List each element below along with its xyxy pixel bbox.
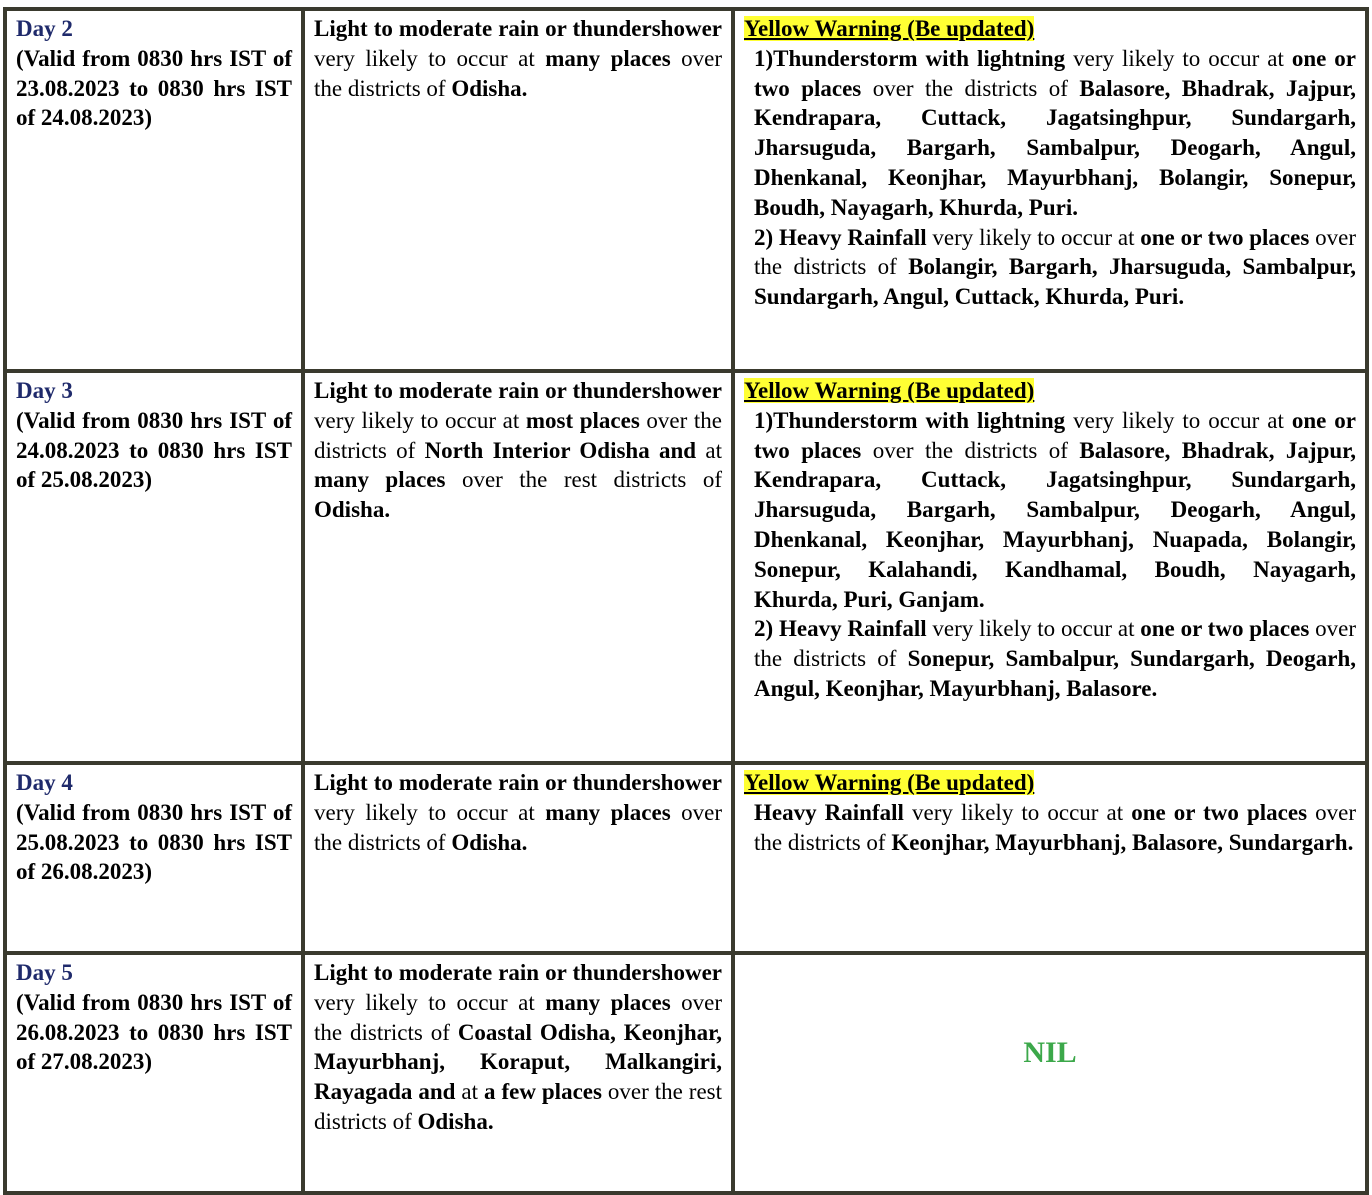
warning-heading: Yellow Warning (Be updated): [744, 770, 1035, 795]
day-label: Day 5: [16, 960, 73, 985]
bold-text-run: most places: [525, 407, 640, 433]
warning-item: [744, 798, 1356, 858]
validity-period: (Valid from 0830 hrs IST of 23.08.2023 to 0830 hrs IST of 24.08.2023): [16, 45, 292, 131]
warning-cell: [733, 371, 1367, 763]
warning-item: [744, 406, 1356, 615]
bold-text-run: many places: [545, 45, 671, 71]
bold-text-run: one or two places: [1140, 616, 1310, 642]
day-cell: [5, 953, 303, 1193]
text-run: over the rest districts of: [314, 1079, 722, 1134]
text-run: over the rest districts of: [445, 467, 723, 493]
forecast-text: [303, 371, 733, 763]
bold-text-run: 1)Thunderstorm with lightning: [754, 407, 1066, 433]
text-run: over the districts of: [861, 75, 1080, 101]
day-label: Day 2: [16, 16, 73, 41]
bold-text-run: Odisha.: [451, 829, 528, 855]
text-run: very likely to occur at: [926, 224, 1141, 250]
text-run: very likely to occur at: [903, 799, 1132, 825]
validity-period: (Valid from 0830 hrs IST of 25.08.2023 to 0830 hrs IST of 26.08.2023): [16, 799, 292, 885]
bold-text-run: Heavy Rainfall: [754, 799, 904, 825]
text-run: over the districts of: [314, 407, 723, 463]
bold-text-run: Light to moderate rain or thundershower: [314, 378, 722, 403]
district-forecast-table: [3, 7, 1369, 1195]
day-label: Day 3: [16, 378, 73, 403]
bold-text-run: many places: [314, 467, 446, 493]
bold-text-run: one or two places: [754, 45, 1357, 101]
warning-item: [744, 44, 1356, 223]
bold-text-run: North Interior Odisha and: [424, 437, 697, 463]
bold-text-run: 1)Thunderstorm with lightning: [754, 45, 1066, 71]
text-run: very likely to occur at: [314, 407, 526, 433]
warning-cell: [733, 763, 1367, 953]
bold-text-run: Balasore, Bhadrak, Jajpur, Kendrapara, Cuttack, Jagatsinghpur, Sundargarh, Jharsuguda, Bargarh, Sambalpur, Deogarh, Angul, Dhenkanal, Keonjhar, Mayurbhanj, Bolangir, Sonepur, Boudh, Nayagarh, Khurda, Puri.: [754, 75, 1356, 220]
bold-text-run: Bolangir, Bargarh, Jharsuguda, Sambalpur, Sundargarh, Angul, Cuttack, Khurda, Puri.: [754, 254, 1357, 310]
table-row: [5, 371, 1367, 763]
text-run: over the districts of: [314, 799, 723, 855]
bold-text-run: Light to moderate rain or thundershower: [314, 770, 722, 795]
bold-text-run: Sonepur, Sambalpur, Sundargarh, Deogarh, Angul, Keonjhar, Mayurbhanj, Balasore.: [754, 646, 1357, 701]
bold-text-run: Light to moderate rain or thundershower: [314, 16, 722, 41]
text-run: very likely to occur at: [926, 616, 1141, 642]
nil-warning: NIL: [1023, 1036, 1077, 1070]
warning-item: [744, 614, 1356, 703]
bold-text-run: Balasore, Bhadrak, Jajpur, Kendrapara, Cuttack, Jagatsinghpur, Sundargarh, Jharsuguda, Bargarh, Sambalpur, Deogarh, Angul, Dhenkanal, Keonjhar, Mayurbhanj, Nuapada, Bolangir, Sonepur, Kalahandi, Kandhamal, Boudh, Nayagarh, Khurda, Puri, Ganjam.: [754, 437, 1356, 612]
table-row: [5, 763, 1367, 953]
bold-text-run: Light to moderate rain or thundershower: [314, 960, 722, 985]
bold-text-run: many places: [545, 989, 671, 1015]
day-label: Day 4: [16, 770, 73, 795]
text-run: very likely to occur at: [314, 799, 546, 825]
bold-text-run: many places: [545, 799, 671, 825]
bold-text-run: one or two places: [754, 407, 1357, 463]
bold-text-run: one or two places: [1140, 224, 1310, 250]
text-run: at: [455, 1079, 484, 1105]
warning-cell: [733, 9, 1367, 371]
bold-text-run: Odisha.: [451, 75, 528, 101]
bold-text-run: one or two places: [1131, 799, 1308, 825]
day-cell: [5, 371, 303, 763]
bold-text-run: a few places: [483, 1079, 602, 1105]
bold-text-run: Keonjhar, Mayurbhanj, Balasore, Sundargarh.: [891, 829, 1354, 855]
forecast-text: [303, 9, 733, 371]
validity-period: (Valid from 0830 hrs IST of 26.08.2023 to 0830 hrs IST of 27.08.2023): [16, 989, 292, 1075]
text-run: very likely to occur at: [314, 989, 546, 1015]
day-cell: [5, 9, 303, 371]
text-run: over the districts of: [754, 224, 1356, 280]
text-run: over the districts of: [754, 799, 1356, 855]
text-run: very likely to occur at: [1065, 45, 1292, 71]
warning-cell: [733, 953, 1367, 1193]
warning-item: [744, 223, 1356, 312]
text-run: over the districts of: [314, 989, 723, 1045]
forecast-table-body: [5, 9, 1367, 1193]
warning-heading: Yellow Warning (Be updated): [744, 378, 1035, 403]
bold-text-run: Odisha.: [314, 497, 391, 523]
bold-text-run: 2) Heavy Rainfall: [754, 616, 927, 642]
day-cell: [5, 763, 303, 953]
text-run: very likely to occur at: [314, 45, 546, 71]
validity-period: (Valid from 0830 hrs IST of 24.08.2023 to 0830 hrs IST of 25.08.2023): [16, 407, 292, 493]
text-run: over the districts of: [314, 45, 723, 101]
bold-text-run: Odisha.: [417, 1108, 494, 1134]
forecast-text: [303, 953, 733, 1193]
table-row: [5, 953, 1367, 1193]
bold-text-run: 2) Heavy Rainfall: [754, 224, 927, 250]
text-run: very likely to occur at: [1065, 407, 1292, 433]
text-run: over the districts of: [861, 437, 1080, 463]
text-run: over the districts of: [754, 616, 1356, 672]
forecast-text: [303, 763, 733, 953]
warning-heading: Yellow Warning (Be updated): [744, 16, 1035, 41]
bold-text-run: Coastal Odisha, Keonjhar, Mayurbhanj, Koraput, Malkangiri, Rayagada and: [314, 1019, 722, 1105]
text-run: at: [696, 437, 722, 463]
table-row: [5, 9, 1367, 371]
